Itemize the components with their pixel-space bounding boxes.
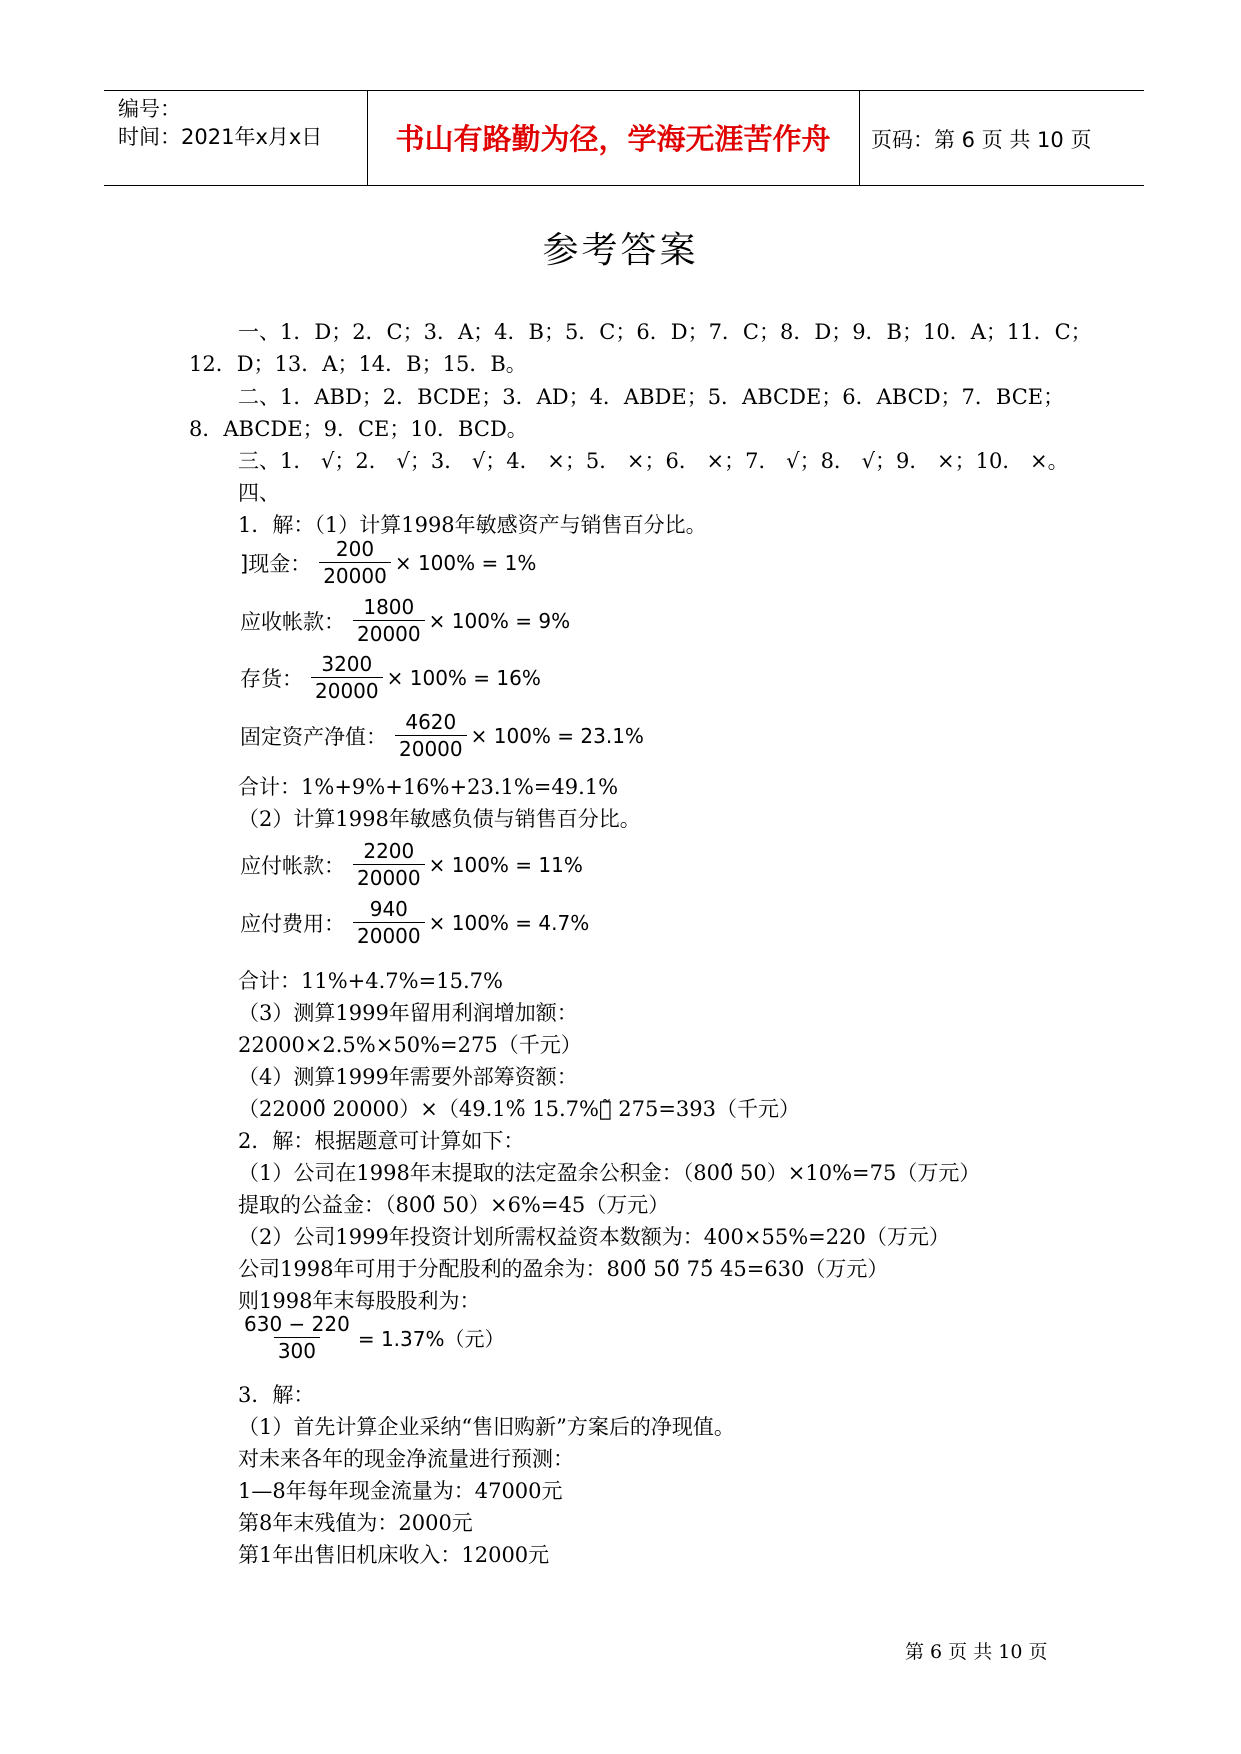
assets-sum-line: 合计：1%+9%+16%+23.1%=49.1% (238, 775, 619, 799)
answer-line-section1: 一、1．D；2．C；3．A；4．B；5．C；6．D；7．C；8．D；9．B；10．A；11．C； (238, 320, 1092, 344)
equation-inventory (240, 651, 541, 704)
page-title: 参考答案 (542, 230, 699, 271)
calc-retained-profit: 22000×2.5%×50%=275（千元） (238, 1033, 582, 1057)
question2-dividend-intro: 则1998年末每股股利为： (238, 1289, 481, 1313)
equation-label: 固定资产净值： (240, 724, 387, 749)
equation-dividend (240, 1311, 504, 1364)
question2-public-welfare: 提取的公益金：（800̃ 50）×6%=45（万元） (238, 1193, 670, 1217)
question1-part3: （3）测算1999年留用利润增加额： (238, 1001, 578, 1025)
question2-part2: （2）公司1999年投资计划所需权益资本数额为：400×55%=220（万元） (238, 1225, 950, 1249)
question3-forecast: 对未来各年的现金净流量进行预测： (238, 1447, 574, 1471)
document-time-label: 时间：2021年x月x日 (118, 125, 323, 149)
equation-fixed-assets (240, 709, 644, 762)
equation-rhs: × 100% = 4.7% (428, 910, 590, 935)
question1-heading: 1．解：（1）计算1998年敏感资产与销售百分比。 (238, 513, 707, 537)
question3-salvage: 第8年末残值为：2000元 (238, 1511, 473, 1535)
motto-text: 书山有路勤为径，学海无涯苦作舟 (395, 122, 831, 156)
header-right-cell (859, 91, 1144, 185)
header-table (104, 90, 1144, 186)
answer-line-section1-cont: 12．D；13．A；14．B；15．B。 (189, 352, 527, 376)
equation-rhs: = 1.37%（元） (357, 1327, 505, 1351)
question1-part2: （2）计算1998年敏感负债与销售百分比。 (238, 807, 641, 831)
equation-rhs: × 100% = 23.1% (470, 723, 644, 748)
answer-line-section2-cont: 8．ABCDE；9．CE；10．BCD。 (189, 417, 528, 441)
numerator: 630 − 220 (244, 1312, 350, 1336)
numerator: 2200 (363, 839, 415, 863)
numerator: 940 (369, 897, 408, 921)
equation-rhs: × 100% = 9% (428, 608, 571, 633)
equation-label: 应付费用： (240, 911, 345, 936)
equation-label: 应收帐款： (240, 609, 345, 634)
liabilities-sum-line: 合计：11%+4.7%=15.7% (238, 969, 503, 993)
equation-payable (240, 838, 583, 891)
header-left-cell (104, 91, 368, 185)
numerator: 200 (335, 537, 375, 561)
document-number-label: 编号： (118, 97, 181, 121)
section4-heading: 四、 (238, 481, 280, 505)
equation-rhs: × 100% = 11% (428, 852, 583, 877)
header-middle-cell (367, 91, 860, 185)
denominator: 300 (274, 1337, 320, 1364)
page-footer: 第 6 页 共 10 页 (905, 1641, 1048, 1663)
numerator: 4620 (405, 710, 457, 734)
page-number-label: 页码：第 6 页 共 10 页 (871, 128, 1092, 152)
fraction (353, 838, 425, 891)
equation-label: ]现金： (240, 551, 312, 576)
equation-rhs: × 100% = 16% (386, 665, 541, 690)
answer-line-section2: 二、1．ABD；2．BCDE；3．AD；4．ABDE；5．ABCDE；6．ABCD；7．BCE； (238, 385, 1065, 409)
question3-part1: （1）首先计算企业采纳“售旧购新”方案后的净现值。 (238, 1415, 735, 1439)
fraction (311, 651, 383, 704)
equation-label: 应付帐款： (240, 853, 345, 878)
denominator: 20000 (353, 922, 425, 949)
fraction (353, 594, 425, 647)
denominator: 20000 (353, 864, 425, 891)
fraction (395, 709, 467, 762)
equation-receivable (240, 594, 570, 647)
equation-rhs: × 100% = 1% (394, 550, 537, 575)
denominator: 20000 (395, 735, 467, 762)
numerator: 1800 (363, 595, 415, 619)
denominator: 20000 (311, 677, 383, 704)
denominator: 20000 (353, 620, 425, 647)
equation-label: 存货： (240, 666, 303, 691)
fraction (353, 896, 425, 949)
question1-part4: （4）测算1999年需要外部筹资额： (238, 1065, 578, 1089)
equation-cash (240, 536, 536, 589)
question2-part1: （1）公司在1998年末提取的法定盈余公积金：（800̃ 50）×10%=75（万元） (238, 1161, 981, 1185)
fraction (240, 1311, 354, 1364)
answer-line-section3: 三、1． √；2． √；3． √；4． ×；5． ×；6． ×；7． √；8． √；9． ×；10． ×。 (238, 449, 1069, 473)
fraction (319, 536, 391, 589)
question3-heading: 3．解： (238, 1383, 315, 1407)
question3-sale-income: 第1年出售旧机床收入：12000元 (238, 1543, 550, 1567)
equation-expense (240, 896, 589, 949)
calc-external-financing: （22000̃ 20000）×（49.1%̃ 15.7%）̃ 275=393（千元） (238, 1097, 801, 1121)
question3-cashflow: 1—8年每年现金流量为：47000元 (238, 1479, 563, 1503)
question2-distributable: 公司1998年可用于分配股利的盈余为：800̃ 50̃ 75̃ 45=630（万元） (238, 1257, 889, 1281)
question2-heading: 2．解：根据题意可计算如下： (238, 1129, 525, 1153)
denominator: 20000 (319, 562, 391, 589)
numerator: 3200 (321, 652, 373, 676)
